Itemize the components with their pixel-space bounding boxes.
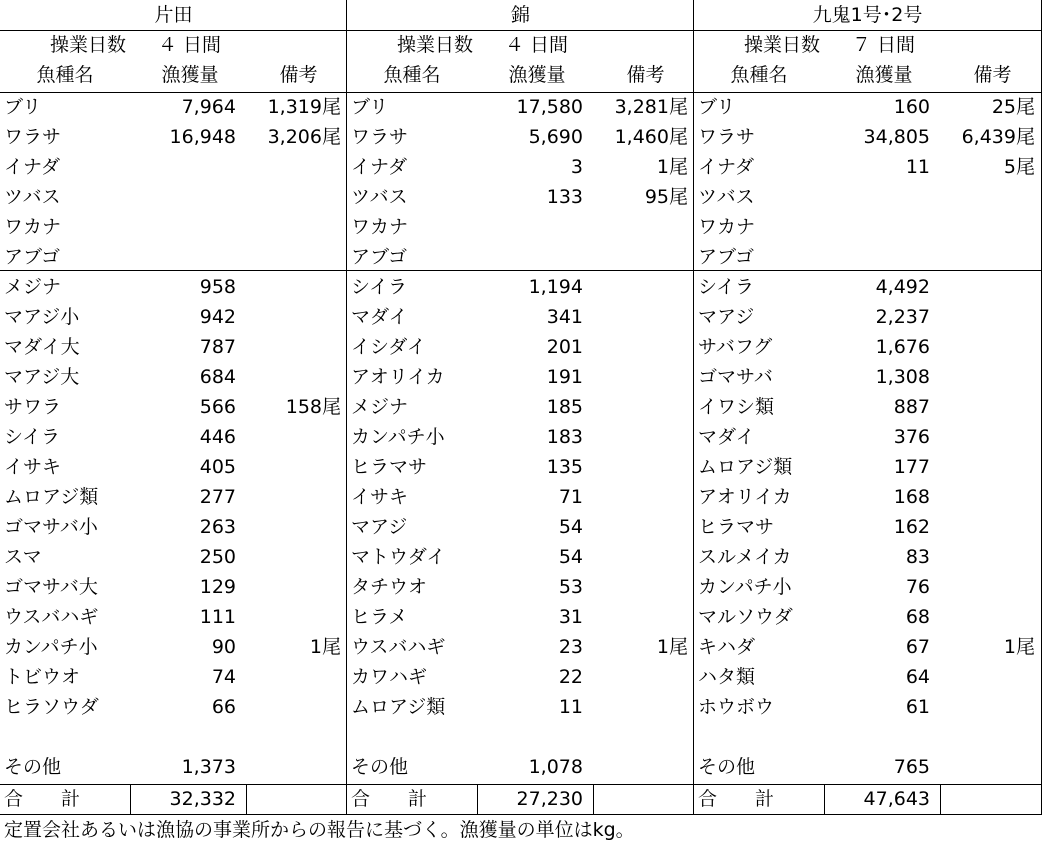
note-value [593, 692, 688, 722]
note-value [593, 452, 688, 482]
note-value [940, 482, 1035, 512]
catch-value [130, 212, 236, 242]
vertical-rule [593, 784, 594, 814]
total-label: 合 計 [698, 788, 775, 810]
note-value [593, 392, 688, 422]
species-name: メジナ [351, 396, 409, 418]
species-name: ブリ [698, 96, 736, 118]
species-name: ホウボウ [698, 696, 775, 718]
catch-value [824, 182, 930, 212]
note-value [940, 692, 1035, 722]
other-label: その他 [698, 756, 756, 778]
catch-value: 66 [211, 696, 236, 718]
note-value [940, 452, 1035, 482]
species-name: ブリ [4, 96, 42, 118]
note-value [593, 302, 688, 332]
horizontal-rule [347, 270, 694, 271]
catch-value: 376 [893, 426, 930, 448]
note-value [593, 512, 688, 542]
area-name: 九鬼1号･2号 [812, 4, 923, 26]
note-value [593, 272, 688, 302]
species-name: サバフグ [698, 336, 773, 358]
species-name: ゴマサバ小 [4, 516, 98, 538]
catch-value: 54 [558, 516, 583, 538]
catch-value [130, 242, 236, 272]
column-header-catch: 漁獲量 [855, 64, 913, 86]
note-value [940, 362, 1035, 392]
species-name: ヒラメ [351, 606, 408, 628]
other-value: 1,078 [528, 756, 583, 778]
species-name: キハダ [698, 636, 756, 658]
species-name: カンパチ小 [4, 636, 98, 658]
species-name: マアジ小 [4, 306, 80, 328]
catch-value: 684 [199, 366, 236, 388]
note-value [940, 512, 1035, 542]
catch-value: 160 [893, 96, 930, 118]
catch-value: 11 [905, 156, 930, 178]
horizontal-rule [694, 92, 1041, 93]
catch-value: 83 [905, 546, 930, 568]
species-name: ツバス [351, 186, 408, 208]
catch-value: 129 [199, 576, 236, 598]
species-name: ワラサ [351, 126, 409, 148]
column-header-note: 備考 [279, 64, 318, 86]
vertical-rule [940, 784, 941, 814]
catch-value: 168 [893, 486, 930, 508]
catch-value: 76 [905, 576, 930, 598]
days-label: 操業日数 [397, 34, 474, 56]
species-name: ゴマサバ [698, 366, 773, 388]
note-value [940, 302, 1035, 332]
species-name: カンパチ小 [351, 426, 445, 448]
total-label: 合 計 [4, 788, 81, 810]
horizontal-rule [694, 784, 1041, 785]
species-name: イワシ類 [698, 396, 775, 418]
note-value [246, 572, 341, 602]
note-value [593, 422, 688, 452]
horizontal-rule [694, 30, 1041, 31]
species-name: タチウオ [351, 576, 428, 598]
note-value [940, 392, 1035, 422]
species-name: ムロアジ類 [698, 456, 793, 478]
catch-value: 64 [905, 666, 930, 688]
note-value [246, 302, 341, 332]
species-name: ハタ類 [698, 666, 756, 688]
catch-value: 31 [558, 606, 583, 628]
area-block-3 [694, 0, 1041, 815]
vertical-rule [824, 784, 825, 814]
note-value [593, 662, 688, 692]
area-name: 錦 [510, 4, 530, 26]
species-name: イサキ [4, 456, 62, 478]
note-value [246, 602, 341, 632]
area-block-2 [347, 0, 694, 815]
horizontal-rule [347, 30, 694, 31]
area-name: 片田 [154, 4, 193, 26]
species-name: ワカナ [4, 216, 62, 238]
catch-value: 5,690 [528, 126, 583, 148]
note-value: 1,319尾 [267, 96, 341, 118]
catch-value: 162 [893, 516, 930, 538]
days-value: ４ 日間 [505, 34, 569, 56]
catch-value: 405 [199, 456, 236, 478]
catch-value: 942 [199, 306, 236, 328]
species-name: ゴマサバ大 [4, 576, 98, 598]
catch-value: 887 [893, 396, 930, 418]
catch-value: 135 [546, 456, 583, 478]
days-label: 操業日数 [744, 34, 821, 56]
note-value [593, 482, 688, 512]
note-value: 25尾 [991, 96, 1035, 118]
species-name: イナダ [698, 156, 755, 178]
species-name: メジナ [4, 276, 62, 298]
note-value [593, 332, 688, 362]
catch-value: 787 [199, 336, 236, 358]
days-value: ７ 日間 [852, 34, 916, 56]
note-value [940, 182, 1035, 212]
catch-value: 54 [558, 546, 583, 568]
days-label: 操業日数 [50, 34, 127, 56]
species-name: ウスバハギ [351, 636, 446, 658]
note-value [246, 512, 341, 542]
catch-value: 2,237 [875, 306, 930, 328]
note-value [246, 662, 341, 692]
catch-value: 67 [905, 636, 930, 658]
note-value [940, 602, 1035, 632]
species-name: アオリイカ [351, 366, 445, 388]
species-name: イシダイ [351, 336, 426, 358]
note-value [246, 182, 341, 212]
catch-value: 177 [893, 456, 930, 478]
note-value [593, 542, 688, 572]
species-name: ワカナ [351, 216, 409, 238]
note-value [246, 452, 341, 482]
other-value: 765 [893, 756, 930, 778]
catch-value: 1,676 [875, 336, 930, 358]
vertical-rule [130, 784, 131, 814]
column-header-catch: 漁獲量 [161, 64, 219, 86]
species-name: マアジ [351, 516, 408, 538]
note-value [246, 542, 341, 572]
note-value: 1,460尾 [614, 126, 688, 148]
note-value: 1尾 [656, 156, 688, 178]
horizontal-rule [347, 92, 694, 93]
note-value [593, 572, 688, 602]
catch-value: 183 [546, 426, 583, 448]
column-header-note: 備考 [973, 64, 1012, 86]
note-value [593, 602, 688, 632]
note-value [246, 362, 341, 392]
species-name: ツバス [698, 186, 755, 208]
horizontal-rule [694, 814, 1041, 815]
species-name: マダイ [698, 426, 755, 448]
catch-value: 16,948 [169, 126, 236, 148]
catch-value: 958 [199, 276, 236, 298]
note-value [593, 212, 688, 242]
area-block-1 [0, 0, 347, 815]
catch-value: 61 [905, 696, 930, 718]
vertical-rule [477, 784, 478, 814]
note-value: 158尾 [285, 396, 341, 418]
species-name: スマ [4, 546, 42, 568]
catch-value: 68 [905, 606, 930, 628]
note-value [940, 662, 1035, 692]
note-value [246, 422, 341, 452]
catch-value: 74 [211, 666, 236, 688]
catch-value [824, 212, 930, 242]
days-value: ４ 日間 [158, 34, 222, 56]
species-name: サワラ [4, 396, 62, 418]
catch-value: 34,805 [863, 126, 930, 148]
species-name: マアジ大 [4, 366, 80, 388]
species-name: イナダ [4, 156, 61, 178]
catch-value: 22 [558, 666, 583, 688]
species-name: アブゴ [4, 246, 61, 268]
total-value: 27,230 [516, 788, 583, 810]
species-name: マダイ大 [4, 336, 80, 358]
column-header-species: 魚種名 [383, 64, 441, 86]
catch-value: 7,964 [181, 96, 236, 118]
catch-value: 53 [558, 576, 583, 598]
block-separator [693, 0, 694, 815]
block-separator [346, 0, 347, 815]
species-name: ウスバハギ [4, 606, 99, 628]
other-label: その他 [351, 756, 409, 778]
catch-value: 201 [546, 336, 583, 358]
species-name: ムロアジ類 [4, 486, 99, 508]
note-value [246, 332, 341, 362]
note-value [940, 422, 1035, 452]
species-name: シイラ [351, 276, 408, 298]
species-name: アブゴ [351, 246, 408, 268]
catch-value: 133 [546, 186, 583, 208]
catch-value [130, 182, 236, 212]
catch-value: 17,580 [516, 96, 583, 118]
species-name: ヒラマサ [351, 456, 428, 478]
catch-value: 90 [211, 636, 236, 658]
species-name: アブゴ [698, 246, 755, 268]
horizontal-rule [0, 784, 347, 785]
species-name: スルメイカ [698, 546, 792, 568]
column-header-catch: 漁獲量 [508, 64, 566, 86]
species-name: ムロアジ類 [351, 696, 446, 718]
note-value [940, 542, 1035, 572]
footnote: 定置会社あるいは漁協の事業所からの報告に基づく。漁獲量の単位はkg。 [4, 819, 635, 841]
note-value [593, 242, 688, 272]
catch-value: 191 [546, 366, 583, 388]
catch-value: 111 [199, 606, 236, 628]
species-name: ワカナ [698, 216, 756, 238]
catch-value: 1,194 [528, 276, 583, 298]
catch-value: 11 [558, 696, 583, 718]
note-value [940, 332, 1035, 362]
catch-value: 250 [199, 546, 236, 568]
species-name: シイラ [4, 426, 61, 448]
catch-value [824, 242, 930, 272]
species-name: シイラ [698, 276, 755, 298]
catch-value [477, 212, 583, 242]
horizontal-rule [0, 92, 347, 93]
note-value [246, 272, 341, 302]
catch-value [130, 152, 236, 182]
species-name: カワハギ [351, 666, 428, 688]
total-label: 合 計 [351, 788, 428, 810]
horizontal-rule [0, 30, 347, 31]
note-value: 5尾 [1003, 156, 1035, 178]
note-value: 95尾 [644, 186, 688, 208]
species-name: トビウオ [4, 666, 81, 688]
species-name: マルソウダ [698, 606, 793, 628]
note-value: 1尾 [309, 636, 341, 658]
species-name: ヒラマサ [698, 516, 775, 538]
vertical-rule [246, 784, 247, 814]
note-value [940, 272, 1035, 302]
note-value: 3,281尾 [614, 96, 688, 118]
species-name: アオリイカ [698, 486, 792, 508]
note-value: 3,206尾 [267, 126, 341, 148]
note-value [246, 212, 341, 242]
species-name: ワラサ [698, 126, 756, 148]
catch-value: 3 [570, 156, 583, 178]
species-name: マトウダイ [351, 546, 446, 568]
species-name: イナダ [351, 156, 408, 178]
species-name: マアジ [698, 306, 755, 328]
column-header-note: 備考 [626, 64, 665, 86]
other-value: 1,373 [181, 756, 236, 778]
catch-value: 1,308 [875, 366, 930, 388]
catch-value: 263 [199, 516, 236, 538]
total-value: 47,643 [863, 788, 930, 810]
catch-value: 341 [546, 306, 583, 328]
note-value [246, 242, 341, 272]
column-header-species: 魚種名 [730, 64, 788, 86]
note-value: 6,439尾 [961, 126, 1035, 148]
species-name: イサキ [351, 486, 409, 508]
species-name: ワラサ [4, 126, 62, 148]
species-name: ブリ [351, 96, 389, 118]
horizontal-rule [694, 270, 1041, 271]
other-label: その他 [4, 756, 62, 778]
column-header-species: 魚種名 [36, 64, 94, 86]
total-value: 32,332 [169, 788, 236, 810]
note-value [246, 152, 341, 182]
catch-value: 71 [558, 486, 583, 508]
note-value [593, 362, 688, 392]
note-value [940, 212, 1035, 242]
species-name: ツバス [4, 186, 61, 208]
catch-value: 277 [199, 486, 236, 508]
species-name: ヒラソウダ [4, 696, 99, 718]
horizontal-rule [347, 784, 694, 785]
note-value: 1尾 [1003, 636, 1035, 658]
species-name: マダイ [351, 306, 408, 328]
catch-value [477, 242, 583, 272]
note-value [246, 692, 341, 722]
catch-value: 4,492 [875, 276, 930, 298]
catch-value: 23 [558, 636, 583, 658]
catch-value: 185 [546, 396, 583, 418]
catch-value: 446 [199, 426, 236, 448]
note-value: 1尾 [656, 636, 688, 658]
species-name: カンパチ小 [698, 576, 792, 598]
horizontal-rule [0, 270, 347, 271]
note-value [940, 572, 1035, 602]
note-value [246, 482, 341, 512]
catch-value: 566 [199, 396, 236, 418]
note-value [940, 242, 1035, 272]
